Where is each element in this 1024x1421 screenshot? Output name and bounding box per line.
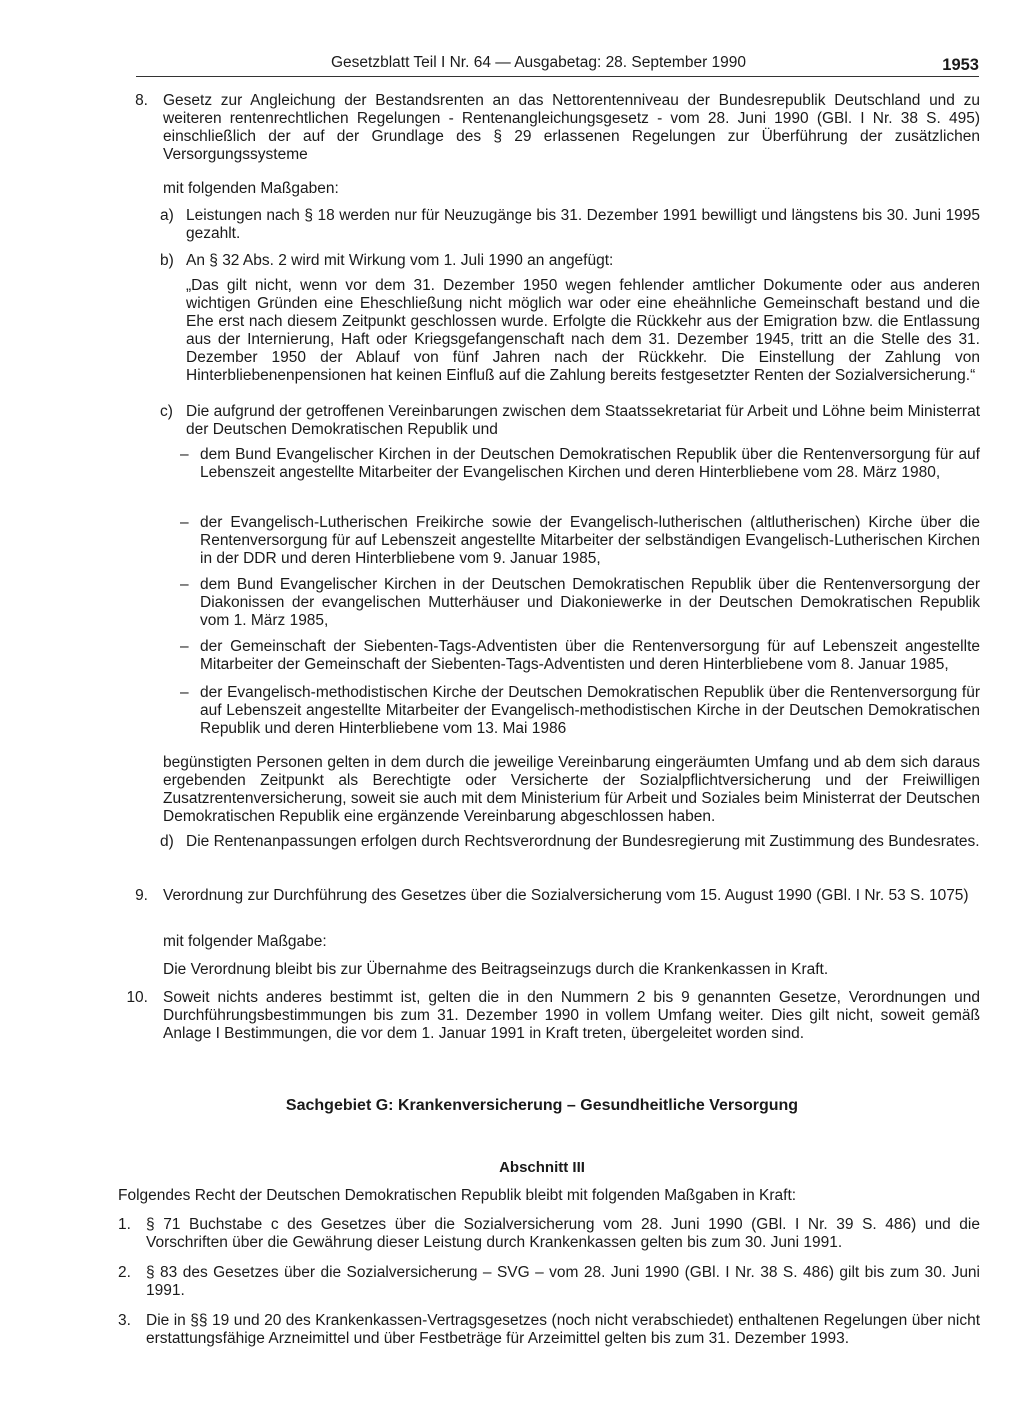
sub-item-label: a) <box>160 207 174 224</box>
dash-item <box>180 684 980 738</box>
sub-item-label: b) <box>160 252 174 269</box>
item-number: 3. <box>118 1312 131 1329</box>
header-title: Gesetzblatt Teil I Nr. 64 — Ausgabetag: 28. September 1990 <box>331 54 747 71</box>
section-intro: Folgendes Recht der Deutschen Demokratischen Republik bleibt mit folgenden Maßgaben in Kraft: <box>118 1187 797 1204</box>
sub-item-text: Leistungen nach § 18 werden nur für Neuzugänge bis 31. Dezember 1991 bewilligt und längstens bis 30. Juni 1995 gezahlt. <box>186 207 980 242</box>
sub-item-text: Die aufgrund der getroffenen Vereinbarungen zwischen dem Staatssekretariat für Arbeit und Löhne beim Ministerrat der Deutschen Demokratischen Republik und <box>186 403 980 438</box>
dash-item-text: der Evangelisch-methodistischen Kirche der Deutschen Demokratischen Republik über die Rentenversorgung für auf Lebenszeit angestellte Mitarbeiter der Evangelisch-methodistischen Kirche in der Deutschen Demokratischen Republik und deren Hinterbliebene vom 13. Mai 1986 <box>200 684 980 737</box>
section-heading: Sachgebiet G: Krankenversicherung – Gesundheitliche Versorgung <box>285 1097 799 1114</box>
dash-item <box>180 576 980 630</box>
item-text: Soweit nichts anderes bestimmt ist, gelten die in den Nummern 2 bis 9 genannten Gesetze, Verordnungen und Durchführungsbestimmungen bis zum 31. Dezember 1990 in vollem Umfang weiter. Dies gilt nicht, soweit gemäß Anlage I Bestimmungen, die vor dem 1. Januar 1991 in Kraft treten, übergeleitet worden sind. <box>163 989 980 1042</box>
dash-item <box>180 514 980 568</box>
dash-mark: – <box>180 514 189 531</box>
dash-item <box>180 446 980 482</box>
item-text: Die in §§ 19 und 20 des Krankenkassen-Vertragsgesetzes (noch nicht verabschiedet) enthaltenen Regelungen über nicht erstattungsfähige Arzneimittel und über Festbeträge für Arzeimittel gelten bis zum 31. Dezember 1993. <box>146 1312 980 1347</box>
dash-item-text: dem Bund Evangelischer Kirchen in der Deutschen Demokratischen Republik über die Rentenversorgung für auf Lebenszeit angestellte Mitarbeiter der Evangelischen Kirchen und deren Hinterbliebene vom 28. März 1980, <box>200 446 980 481</box>
sub-item-label: c) <box>160 403 173 420</box>
quoted-amendment: „Das gilt nicht, wenn vor dem 31. Dezember 1950 wegen fehlender amtlicher Dokumente oder aus anderen wichtigen Gründen eine Eheschließung nicht möglich war oder eine eheähnliche Gemeinschaft bestand und die Ehe erst nach diesem Zeitpunkt geschlossen wurde. Erfolgte die Rückkehr aus der Emigration bzw. die Entlassung aus der Internierung, Haft oder Kriegsgefangenschaft nach dem 31. Dezember 1945, tritt an die Stelle des 31. Dezember 1950 der Ablauf von fünf Jahren nach der Rückkehr. Die Einstellung der Zahlung von Hinterbliebenenpensionen hat keinen Einfluß auf die Zahlung bereits festgesetzter Renten der Sozialversicherung.“ <box>186 277 980 384</box>
sub-item-d <box>160 833 980 851</box>
item-text: Gesetz zur Angleichung der Bestandsrenten an das Nettorentenniveau der Bundesrepublik Deutschland und zu weiteren rentenrechtlichen Regelungen - Rentenangleichungsgesetz - vom 28. Juni 1990 (GBl. I Nr. 38 S. 495) einschließlich der auf der Grundlage des § 29 erlassenen Regelungen zur Überführung der zusätzlichen Versorgungssysteme <box>163 92 980 163</box>
sub-item-label: d) <box>160 833 174 850</box>
dash-mark: – <box>180 638 189 655</box>
item-text: § 71 Buchstabe c des Gesetzes über die Sozialversicherung vom 28. Juni 1990 (GBl. I Nr. 39 S. 486) und die Vorschriften über die Gewährung dieser Leistung durch Krankenkassen gelten bis zum 30. Juni 1991. <box>146 1216 980 1251</box>
item-number: 10. <box>126 989 148 1006</box>
section-list-item <box>118 1312 980 1348</box>
dash-item-text: der Evangelisch-Lutherischen Freikirche sowie der Evangelisch-lutherischen (altlutherischen) Kirche über die Rentenversorgung für auf Lebenszeit angestellte Mitarbeiter der selbständigen Evangelisch-Lutherischen Kirchen in der DDR und deren Hinterbliebene vom 9. Januar 1985, <box>200 514 980 567</box>
item-intro: mit folgenden Maßgaben: <box>163 180 339 197</box>
item-number: 1. <box>118 1216 131 1233</box>
item-number: 9. <box>135 887 148 904</box>
item-text: Verordnung zur Durchführung des Gesetzes über die Sozialversicherung vom 15. August 1990 (GBl. I Nr. 53 S. 1075) <box>163 887 969 904</box>
page-header <box>136 54 979 77</box>
item-number: 8. <box>135 92 148 109</box>
dash-item <box>180 638 980 674</box>
list-item-9 <box>118 887 980 905</box>
dash-item-text: der Gemeinschaft der Siebenten-Tags-Adventisten über die Rentenversorgung für auf Lebenszeit angestellte Mitarbeiter der Gemeinschaft der Siebenten-Tags-Adventisten und deren Hinterbliebene vom 8. Januar 1985, <box>200 638 980 673</box>
list-item-8 <box>118 92 980 164</box>
sub-item-text: Die Rentenanpassungen erfolgen durch Rechtsverordnung der Bundesregierung mit Zustimmung des Bundesrates. <box>186 833 980 850</box>
dash-mark: – <box>180 576 189 593</box>
item-number: 2. <box>118 1264 131 1281</box>
sub-item-c <box>160 403 980 439</box>
sub-item-b <box>160 252 980 270</box>
item-rule: Die Verordnung bleibt bis zur Übernahme des Beitragseinzugs durch die Krankenkassen in Kraft. <box>163 961 829 978</box>
item-intro: mit folgender Maßgabe: <box>163 933 327 950</box>
page-number: 1953 <box>942 56 979 74</box>
dash-mark: – <box>180 446 189 463</box>
sub-item-c-continuation: begünstigten Personen gelten in dem durch die jeweilige Vereinbarung eingeräumten Umfang und ab dem sich daraus ergebenden Zeitpunkt als Berechtigte oder Versicherte der Sozialpflichtversicherung und der Freiwilligen Zusatzrentenversicherung, soweit sie auch mit dem Ministerium für Arbeit und Soziales beim Ministerrat der Deutschen Demokratischen Republik eine ergänzende Vereinbarung abgeschlossen haben. <box>163 754 980 825</box>
section-list-item <box>118 1216 980 1252</box>
sub-item-a <box>160 207 980 243</box>
dash-item-text: dem Bund Evangelischer Kirchen in der Deutschen Demokratischen Republik über die Rentenversorgung der Diakonissen der evangelischen Mutterhäuser und Diakoniewerke in der Deutschen Demokratischen Republik vom 1. März 1985, <box>200 576 980 629</box>
item-text: § 83 des Gesetzes über die Sozialversicherung – SVG – vom 28. Juni 1990 (GBl. I Nr. 38 S. 486) gilt bis zum 30. Juni 1991. <box>146 1264 980 1299</box>
sub-item-text: An § 32 Abs. 2 wird mit Wirkung vom 1. Juli 1990 an angefügt: <box>186 252 614 269</box>
section-list-item <box>118 1264 980 1300</box>
subsection-heading: Abschnitt III <box>499 1159 585 1176</box>
list-item-10 <box>118 989 980 1043</box>
dash-mark: – <box>180 684 189 701</box>
